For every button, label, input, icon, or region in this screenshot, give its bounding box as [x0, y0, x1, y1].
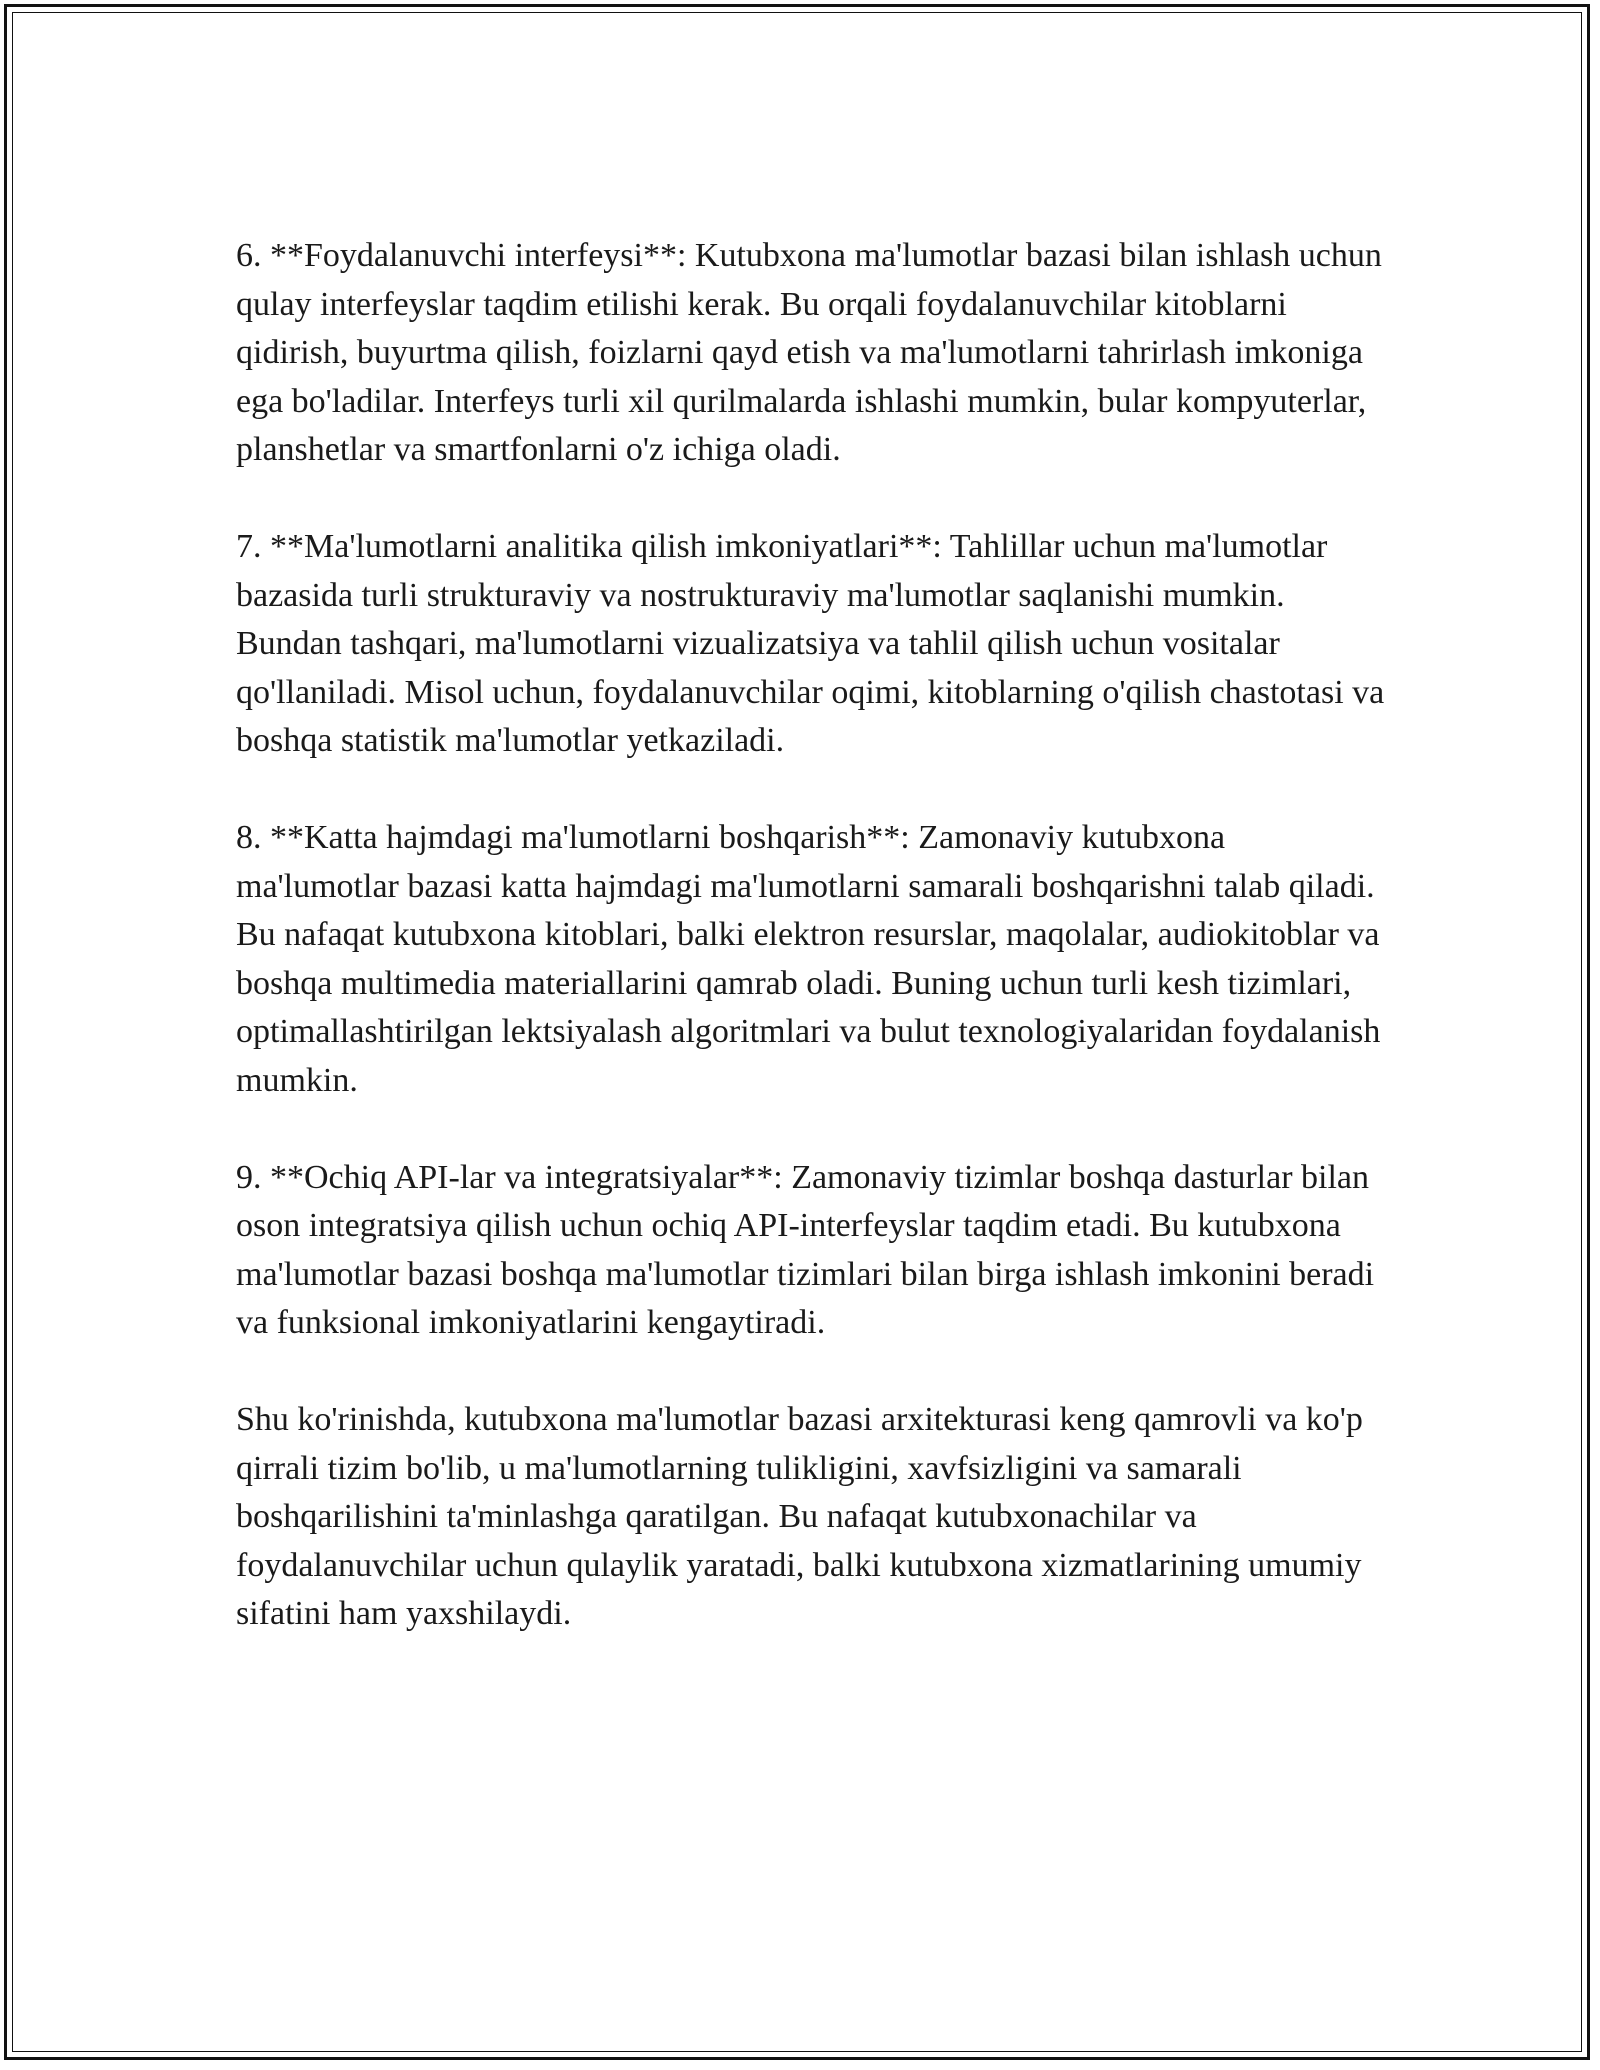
- paragraph-big-data-management: 8. **Katta hajmdagi ma'lumotlarni boshqarish**: Zamonaviy kutubxona ma'lumotlar bazasi katta hajmdagi ma'lumotlarni samarali boshqarishni talab qiladi. Bu nafaqat kutubxona kitoblari, balki elektron resurslar, maqolalar, audiokitoblar va boshqa multimedia materiallarini qamrab oladi. Buning uchun turli kesh tizimlari, optimallashtirilgan lektsiyalash algoritmlari va bulut texnologiyalaridan foydalanish mumkin.: [236, 819, 1381, 1099]
- paragraph-open-api-integrations: 9. **Ochiq API-lar va integratsiyalar**: Zamonaviy tizimlar boshqa dasturlar bilan oson integratsiya qilish uchun ochiq API-interfeyslar taqdim etadi. Bu kutubxona ma'lumotlar bazasi boshqa ma'lumotlar tizimlari bilan birga ishlash imkonini beradi va funksional imkoniyatlarini kengaytiradi.: [236, 1158, 1375, 1341]
- paragraph-data-analytics: 7. **Ma'lumotlarni analitika qilish imkoniyatlari**: Tahlillar uchun ma'lumotlar bazasida turli strukturaviy va nostrukturaviy ma'lumotlar saqlanishi mumkin. Bundan tashqari, ma'lumotlarni vizualizatsiya va tahlil qilish uchun vositalar qo'llaniladi. Misol uchun, foydalanuvchilar oqimi, kitoblarning o'qilish chastotasi va boshqa statistik ma'lumotlar yetkaziladi.: [236, 528, 1385, 759]
- paragraph-user-interface: 6. **Foydalanuvchi interfeysi**: Kutubxona ma'lumotlar bazasi bilan ishlash uchun qulay interfeyslar taqdim etilishi kerak. Bu orqali foydalanuvchilar kitoblarni qidirish, buyurtma qilish, foizlarni qayd etish va ma'lumotlarni tahrirlash imkoniga ega bo'ladilar. Interfeys turli xil qurilmalarda ishlashi mumkin, bular kompyuterlar, planshetlar va smartfonlarni o'z ichiga oladi.: [236, 237, 1382, 468]
- paragraph-conclusion: Shu ko'rinishda, kutubxona ma'lumotlar bazasi arxitekturasi keng qamrovli va ko'p qirrali tizim bo'lib, u ma'lumotlarning tulikligini, xavfsizligini va samarali boshqarilishini ta'minlashga qaratilgan. Bu nafaqat kutubxonachilar va foydalanuvchilar uchun qulaylik yaratadi, balki kutubxona xizmatlarining umumiy sifatini ham yaxshilaydi.: [236, 1401, 1363, 1632]
- document-body: [236, 232, 1386, 1639]
